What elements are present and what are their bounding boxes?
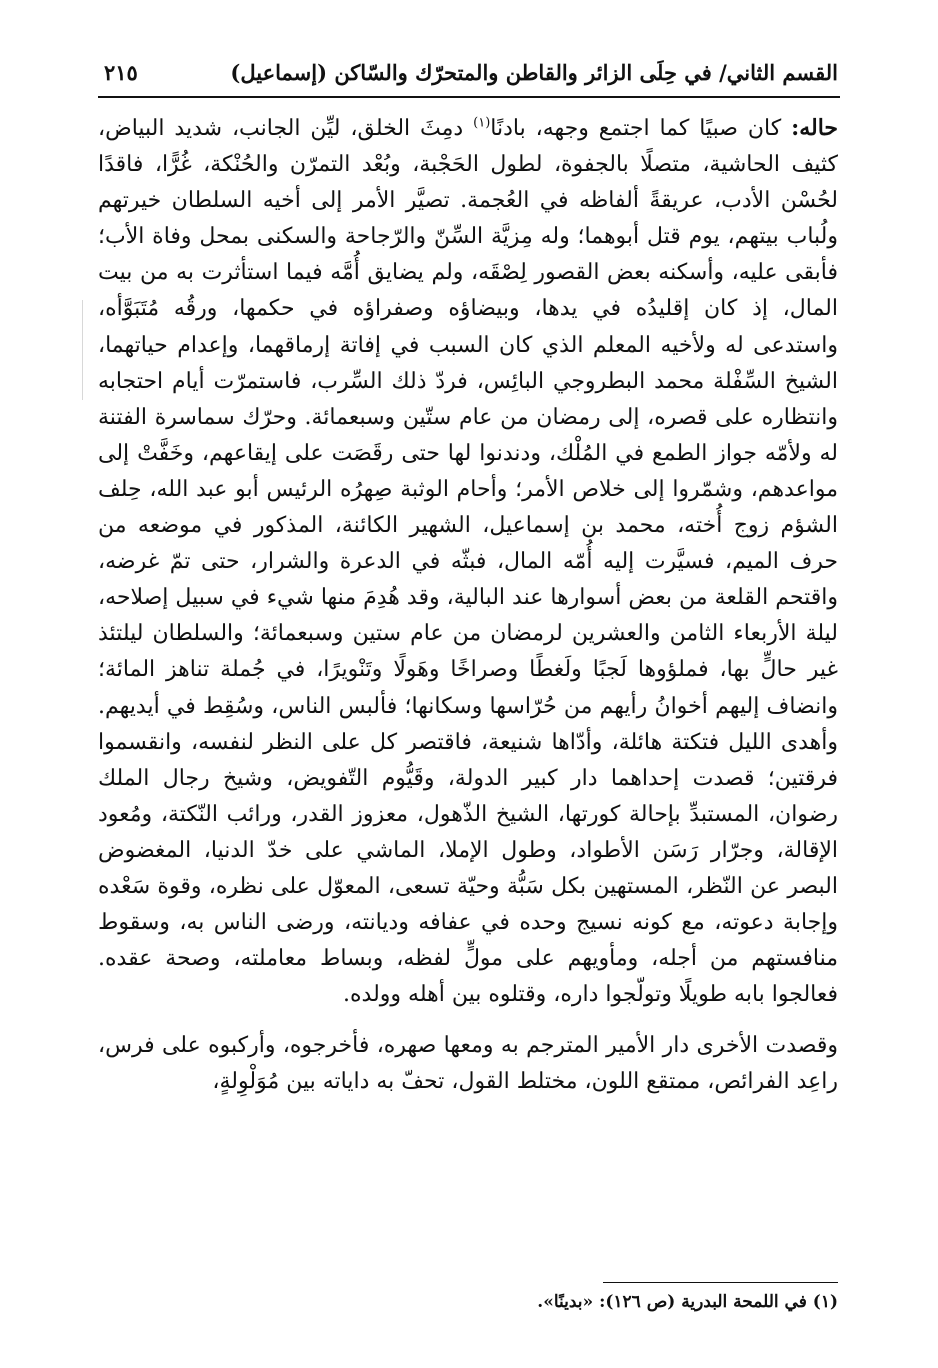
- paragraph-lead-word: حاله:: [791, 115, 838, 141]
- footnote-marker[interactable]: (١): [473, 115, 491, 131]
- page-number: ٢١٥: [104, 60, 138, 85]
- paragraph-1-text-start: كان صبيًا كما اجتمع وجهه، بادنًا: [490, 116, 792, 141]
- header-title: القسم الثاني/ في حِلَى الزائر والقاطن والمتحرّك والسّاكن (إسماعيل): [230, 60, 838, 85]
- paragraph-1-text-rest: دمِثَ الخلق، ليِّن الجانب، شديد البياض، كثيف الحاشية، متصلًا بالجفوة، لطول الحَجْبة، وبُعْد التمرّن والحُنْكة، غُرًّا، فاقدًا لحُسْن الأدب، عريقةً ألفاظه في العُجمة. تصيَّر الأمر إلى أخيه السلطان خيرتهم ولُباب بيتهم، يوم قتل أبوهما؛ وله مِزيَّة السِّنّ والرّجاحة والسكنى بمحل وفاة الأب؛ فأبقى عليه، وأسكنه بعض القصور لِصْقَه، ولم يضايق أُمَّه فيما استأثرت به من بيت المال، إذ كان إقليدُه في يدها، وبيضاؤه وصفراؤه في حكمها، ورقُه مُتَبَوَّأه، واستدعى له ولأخيه المعلم الذي كان السبب في إفاتة إرماقهما، وإعدام حياتهما، الشيخ السِّفْلة محمد البطروجي البائِس، فردّ ذلك السِّرب، فاستمرّت أيام احتجابه وانتظاره على قصره، إلى رمضان من عام ستّين وسبعمائة. وحرّك سماسرة الفتنة له ولأمّه جواز الطمع في المُلْك، ودندنوا لها حتى رقَصَت على إيقاعهم، وخَفَّتْ إلى مواعدهم، وشمّروا إلى خلاص الأمر؛ وأحام الوثبة صِهرُه الرئيس أبو عبد الله، حِلف الشؤم زوج أُخته، محمد بن إسماعيل، الشهير الكائنة، المذكور في موضعه من حرف الميم، فسيَّرت إليه أُمّه المال، فبثّه في الدعرة والشرار، حتى تمّ غرضه، واقتحم القلعة من بعض أسوارها عند البالية، وقد هُدِمَ منها شيء في سبيل إصلاحه، ليلة الأربعاء الثامن والعشرين لرمضان من عام ستين وسبعمائة؛ والسلطان ليلتئذ غير حالٍّ بها، فملؤوها لَجبًا ولَغطًا وصراخًا وهَولًا وتَنْويرًا، في جُملة تناهز المائة؛ وانضاف إليهم أخوانُ رأيهم من حُرّاسها وسكانها؛ فألبس الناس، وسُقِط في أيديهم. وأهدى الليل فتكتة هائلة، وأدّاها شنيعة، فاقتصر كل على النظر لنفسه، وانقسموا فرقتين؛ قصدت إحداهما دار كبير الدولة، وقَيُّوم التّفويض، وشيخ رجال الملك رضوان، المستبدِّ بإحالة كورتها، الشيخ الذّهول، معزوز القدر، ورائب النّكتة، ومُعود الإقالة، وجرّار رَسَن الأطواد، وطول الإملا، الماشي على خدّ الدنيا، المغضوض البصر عن النّظر، المستهين بكل سَبُّة وحيّة تسعى، المعوّل على نظره، وقوة سَعْده وإجابة دعوته، مع كونه نسيج وحده في عفافه وديانته، ورضى الناس به، وسقوط منافستهم من أجله، ومأويهم على مولٍّ لفظه، وبساط معاملته، وصحة عقده. فعالجوا بابه طويلًا وتولّجوا داره، وقتلوه بين أهله وولده.: [98, 116, 838, 1008]
- footnote-divider: [603, 1282, 838, 1283]
- paragraph-2: وقصدت الأخرى دار الأمير المترجم به ومعها صهره، فأخرجوه، وأركبوه على فرس، راعِد الفرائص، ممتقع اللون، مختلط القول، تحفّ به داياته بين مُوَلْوِلةٍ،: [98, 1033, 838, 1095]
- paragraph-1: [98, 110, 838, 1013]
- main-text: [98, 110, 838, 1101]
- header-divider: [98, 96, 840, 98]
- footnote-1: (١) في اللمحة البدرية (ص ١٢٦): «بدينًا».: [537, 1292, 838, 1312]
- running-header: [104, 58, 838, 92]
- scan-margin-line: [82, 300, 83, 400]
